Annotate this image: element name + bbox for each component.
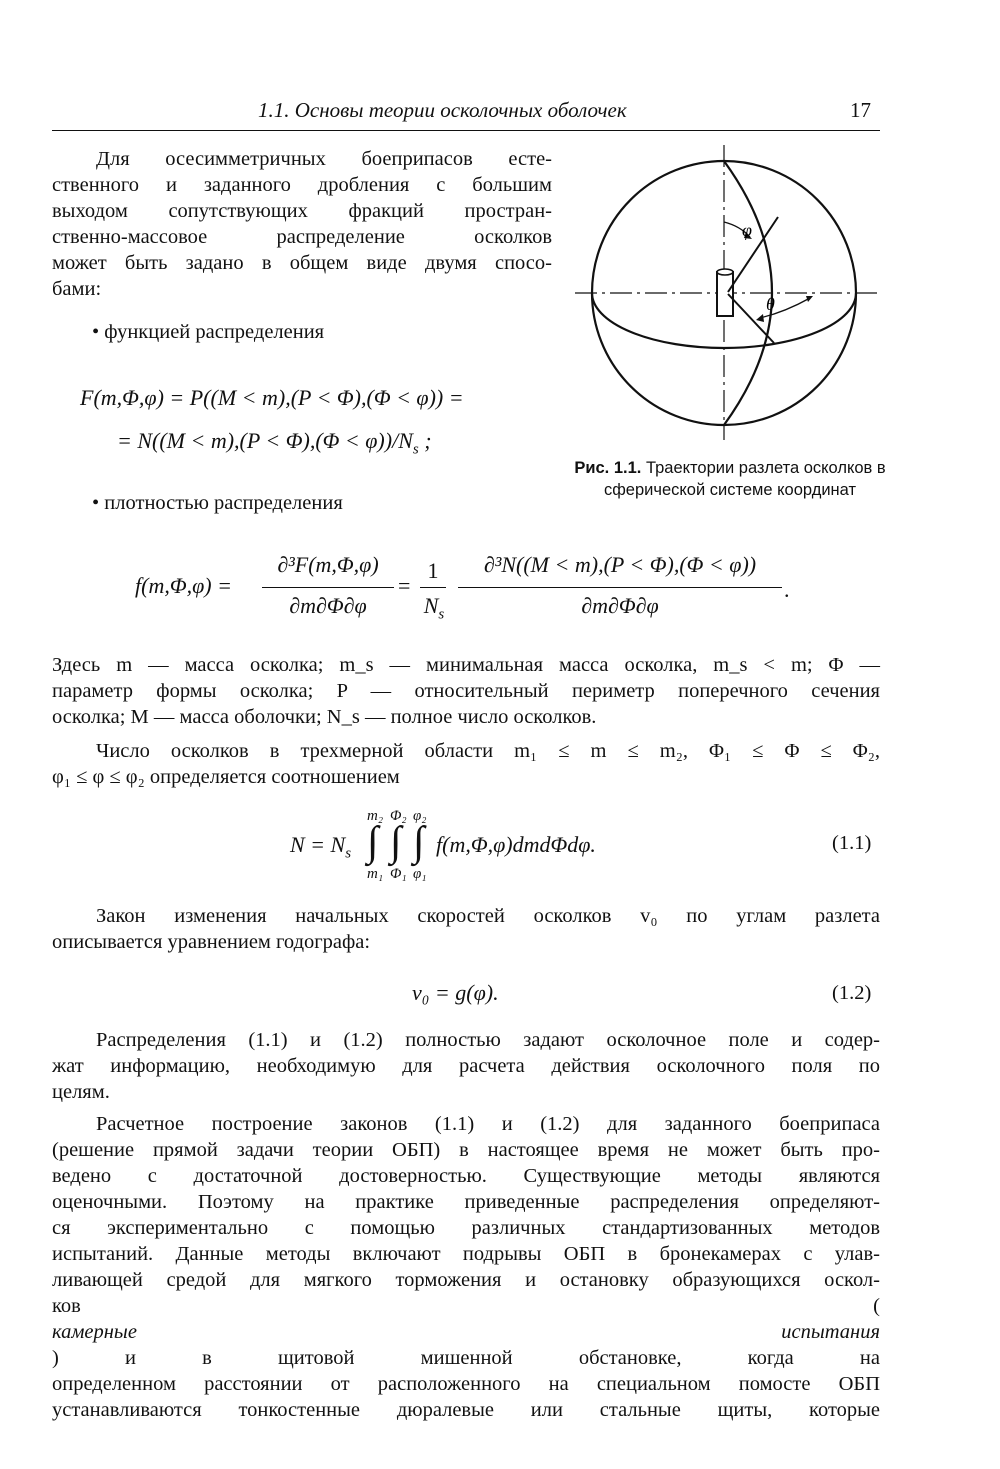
formula-f-num2: 1 bbox=[427, 558, 439, 583]
distributions-line: жат информацию, необходимую для расчета действия осколочного поля по bbox=[52, 1055, 880, 1077]
formula-F-end: ; bbox=[418, 428, 432, 453]
upper-limit-m: m₂ bbox=[367, 808, 384, 824]
intro-line: выходом сопутствующих фракций простран- bbox=[52, 200, 552, 222]
hodograph-line: Закон изменения начальных скоростей осколков v₀ по углам разлета bbox=[96, 905, 880, 927]
formula-F-line1: F(m,Φ,φ) = P((M < m),(P < Φ),(Φ < φ)) = bbox=[80, 385, 464, 410]
eq-1-1-integrand: f(m,Φ,φ)dmdΦdφ. bbox=[436, 832, 596, 857]
eq-1-2-text: v₀ = g(φ). bbox=[412, 980, 499, 1005]
integral-sign-2: ∫ bbox=[390, 819, 402, 865]
construction-paragraph bbox=[52, 1111, 880, 1423]
fraction-bar-2 bbox=[420, 587, 446, 588]
formula-f-num3: ∂³N((M < m),(P < Φ),(Φ < φ)) bbox=[483, 552, 757, 577]
intro-line: может быть задано в общем виде двумя спосо- bbox=[52, 252, 552, 274]
header-rule bbox=[52, 130, 880, 131]
count-line: Число осколков в трехмерной области m₁ ≤ m ≤ m₂, Φ₁ ≤ Φ ≤ Φ₂, bbox=[96, 740, 880, 762]
formula-F-line2 bbox=[117, 428, 432, 458]
definitions-line: Здесь m — масса осколка; m_s — минимальная масса осколка, m_s < m; Φ — bbox=[52, 654, 880, 676]
upper-limit-phi-cap: Φ₂ bbox=[390, 808, 407, 824]
construction-line: Расчетное построение законов (1.1) и (1.2) для заданного боеприпаса bbox=[96, 1113, 880, 1135]
fraction-bar-1 bbox=[262, 587, 394, 588]
eq-1-1-number: (1.1) bbox=[832, 832, 872, 854]
upper-limit-phi: φ₂ bbox=[413, 808, 427, 824]
running-header-title: 1.1. Основы теории осколочных оболочек bbox=[258, 98, 627, 122]
intro-line: ственного и заданного дробления с большим bbox=[52, 174, 552, 196]
formula-f-den2-N: N bbox=[423, 593, 439, 618]
formula-f-num1: ∂³F(m,Φ,φ) bbox=[277, 552, 379, 577]
intro-line: Для осесимметричных боеприпасов есте- bbox=[96, 148, 552, 170]
construction-line: ся экспериментально с помощью различных стандартизованных методов bbox=[52, 1217, 880, 1239]
integral-sign-3: ∫ bbox=[413, 819, 425, 865]
bullet-distribution-function: • функцией распределения bbox=[92, 321, 325, 343]
construction-fragment: ) и в щитовой мишенной обстановке, когда на bbox=[52, 1347, 880, 1369]
intro-line: ственно-массовое распределение осколков bbox=[52, 226, 552, 248]
figure-caption bbox=[570, 457, 890, 501]
lower-limit-phi-cap: Φ₁ bbox=[390, 866, 407, 882]
theta-arrow-head bbox=[806, 296, 813, 302]
construction-line: ливающей средой для мягкого торможения и остановку образующихся оскол- bbox=[52, 1269, 880, 1291]
formula-f-lhs: f(m,Φ,φ) = bbox=[135, 573, 232, 598]
formula-F-sub: s bbox=[412, 441, 419, 458]
theta-label: θ bbox=[766, 294, 775, 314]
formula-f-den2 bbox=[418, 593, 450, 623]
fraction-bar-3 bbox=[458, 587, 782, 588]
definitions-paragraph bbox=[52, 652, 880, 730]
hodograph-line: описывается уравнением годографа: bbox=[52, 931, 371, 953]
formula-F-line2-text: = N((M < m),(P < Φ),(Φ < φ))/N bbox=[117, 428, 413, 453]
formula-f-den2-sub: s bbox=[438, 606, 445, 623]
distributions-paragraph bbox=[52, 1027, 880, 1105]
eq-1-2-number: (1.2) bbox=[832, 982, 872, 1004]
construction-line: (решение прямой задачи теории ОБП) в настоящее время не может быть про- bbox=[52, 1139, 880, 1161]
count-line: φ₁ ≤ φ ≤ φ₂ определяется соотношением bbox=[52, 766, 400, 788]
formula-f-eq: = bbox=[398, 573, 411, 598]
sphere-trajectory-figure bbox=[570, 140, 890, 445]
distributions-line: Распределения (1.1) и (1.2) полностью задают осколочное поле и содер- bbox=[96, 1029, 880, 1051]
definitions-line: осколка; M — масса оболочки; N_s — полное число осколков. bbox=[52, 706, 597, 728]
lower-limit-m: m₁ bbox=[367, 866, 384, 882]
figure-label: Рис. 1.1. bbox=[574, 459, 642, 477]
hodograph-paragraph bbox=[52, 903, 880, 955]
construction-line: испытаний. Данные методы включают подрывы ОБП в бронекамерах с улав- bbox=[52, 1243, 880, 1265]
construction-line: оценочными. Поэтому на практике приведенные распределения определяют- bbox=[52, 1191, 880, 1213]
chamber-tests-term: камерные испытания bbox=[52, 1321, 880, 1343]
construction-line: определенном расстоянии от расположенного на специальном помосте ОБП bbox=[52, 1373, 880, 1395]
theta-arrow-head-left bbox=[756, 314, 764, 322]
eq-1-1-lhs-text: N = N bbox=[290, 832, 346, 857]
construction-fragment: ков ( bbox=[52, 1295, 880, 1317]
cylinder-top bbox=[717, 269, 733, 275]
page-number: 17 bbox=[850, 98, 871, 122]
construction-line: ведено с достаточной достоверностью. Существующие методы являются bbox=[52, 1165, 880, 1187]
eq-1-1-lhs-sub: s bbox=[345, 845, 352, 862]
figure-caption-text: Траектории разлета осколков в сферической системе координат bbox=[603, 459, 886, 499]
distributions-line: целям. bbox=[52, 1081, 110, 1103]
construction-line: устанавливаются тонкостенные дюралевые или стальные щиты, которые bbox=[52, 1399, 880, 1421]
phi-label: φ bbox=[742, 220, 752, 240]
munition-cylinder bbox=[717, 272, 733, 316]
intro-paragraph bbox=[52, 146, 552, 302]
eq-1-1-lhs bbox=[290, 832, 351, 862]
bullet-density: • плотностью распределения bbox=[92, 492, 343, 514]
definitions-line: параметр формы осколка; P — относительный периметр поперечного сечения bbox=[52, 680, 880, 702]
integral-sign-1: ∫ bbox=[367, 819, 379, 865]
construction-line-mixed bbox=[52, 1293, 880, 1371]
formula-f-den3: ∂m∂Φ∂φ bbox=[581, 593, 659, 618]
lower-limit-phi: φ₁ bbox=[413, 866, 427, 882]
formula-f-end: . bbox=[784, 577, 790, 602]
formula-f-den1: ∂m∂Φ∂φ bbox=[289, 593, 367, 618]
count-paragraph bbox=[52, 738, 880, 790]
intro-line: бами: bbox=[52, 278, 102, 300]
